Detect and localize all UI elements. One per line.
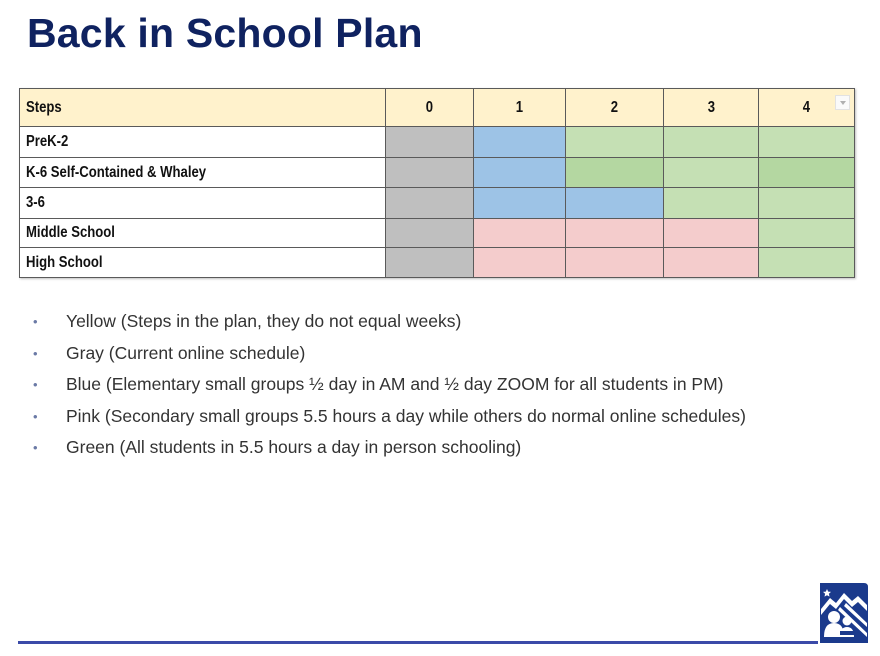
header-steps: Steps xyxy=(20,89,386,127)
school-district-logo-icon xyxy=(818,581,870,645)
table-row xyxy=(20,248,855,278)
header-step-3: 3 xyxy=(664,89,759,127)
color-legend-list xyxy=(0,306,746,464)
legend-item-gray: • Gray (Current online schedule) xyxy=(0,338,746,370)
cell-pink xyxy=(566,248,664,278)
bullet-icon: • xyxy=(33,408,38,424)
cell-green-dark xyxy=(566,158,664,188)
cell-pink xyxy=(664,219,759,248)
footer-divider xyxy=(18,641,818,644)
cell-pink xyxy=(474,219,566,248)
legend-item-pink: • Pink (Secondary small groups 5.5 hours a day while others do normal online schedules) xyxy=(0,401,746,433)
cell-green-dark xyxy=(759,158,855,188)
legend-item-yellow: • Yellow (Steps in the plan, they do not equal weeks) xyxy=(0,306,746,338)
table-row xyxy=(20,158,855,188)
cell-gray xyxy=(386,219,474,248)
table-row xyxy=(20,127,855,158)
header-step-2: 2 xyxy=(566,89,664,127)
header-step-4: 4 xyxy=(759,89,855,127)
plan-table xyxy=(19,88,855,278)
row-label: High School xyxy=(20,248,386,278)
row-label: 3-6 xyxy=(20,188,386,219)
cell-gray xyxy=(386,188,474,219)
cell-green xyxy=(566,127,664,158)
cell-green xyxy=(664,188,759,219)
table-header-row xyxy=(20,89,855,127)
cell-blue xyxy=(566,188,664,219)
cell-pink xyxy=(566,219,664,248)
bullet-icon: • xyxy=(33,377,38,392)
cell-green xyxy=(664,158,759,188)
legend-item-blue: • Blue (Elementary small groups ½ day in AM and ½ day ZOOM for all students in PM) xyxy=(0,369,746,401)
row-label: K-6 Self-Contained & Whaley xyxy=(20,158,386,188)
bullet-icon: • xyxy=(33,314,38,329)
legend-item-green: • Green (All students in 5.5 hours a day in person schooling) xyxy=(0,432,746,464)
cell-green xyxy=(759,248,855,278)
cell-blue xyxy=(474,127,566,158)
row-label: PreK-2 xyxy=(20,127,386,158)
cell-gray xyxy=(386,127,474,158)
row-label: Middle School xyxy=(20,219,386,248)
bullet-icon: • xyxy=(33,440,38,455)
cell-pink xyxy=(664,248,759,278)
cell-gray xyxy=(386,248,474,278)
bullet-icon: • xyxy=(33,345,38,361)
cell-green xyxy=(759,188,855,219)
dropdown-filter-icon[interactable] xyxy=(835,95,850,110)
cell-green xyxy=(664,127,759,158)
table-row xyxy=(20,219,855,248)
cell-green xyxy=(759,127,855,158)
header-step-0: 0 xyxy=(386,89,474,127)
cell-blue xyxy=(474,158,566,188)
cell-blue xyxy=(474,188,566,219)
cell-pink xyxy=(474,248,566,278)
page-title: Back in School Plan xyxy=(27,10,423,56)
header-step-1: 1 xyxy=(474,89,566,127)
table-row xyxy=(20,188,855,219)
cell-gray xyxy=(386,158,474,188)
cell-green xyxy=(759,219,855,248)
